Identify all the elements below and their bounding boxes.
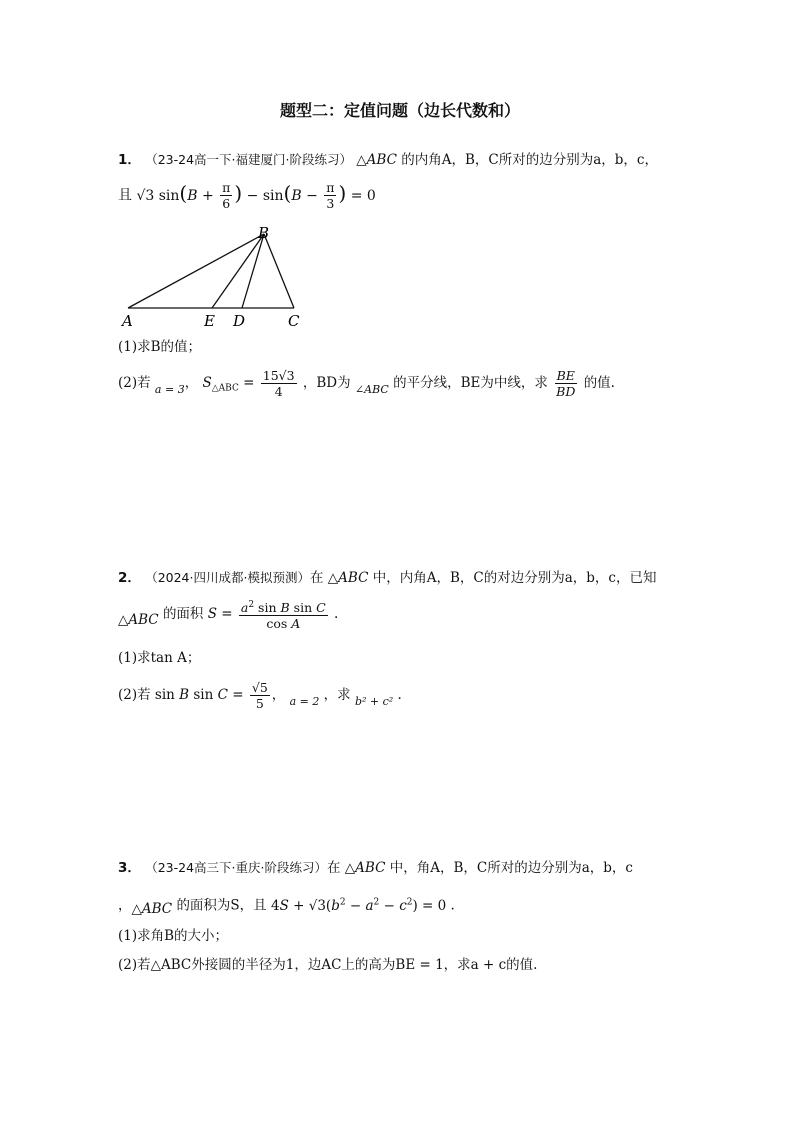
- label-E: E: [204, 312, 215, 330]
- problem-2-line-2: △ABC 的面积 S = $\frac{a^2 \sin B \sin C}{\text{cos A}}$ .: [118, 600, 339, 632]
- problem-1-q2-mid: ，BD为: [302, 375, 351, 391]
- problem-1-prefix: 且: [118, 187, 132, 204]
- problem-3-line-1-text: 中，角A，B，C所对的边分别为a，b，c: [389, 860, 633, 876]
- problem-1-question-2: (2)若 $_{a = 3}$， $S_{\triangle ABC}$ = $\frac{15√3}{4}$ ，BD为 $_{\angle ABC}$ 的平分线，BE为中线，求 $\frac{BE}{BD}$ 的值.: [118, 368, 615, 399]
- label-C: C: [288, 312, 300, 330]
- problem-2-q2-a: a = 2: [289, 695, 320, 708]
- segment-BD: [242, 234, 264, 308]
- problem-2-question-1: (1)求tan A；: [118, 650, 201, 666]
- problem-2-line-1: 2． （2024·四川成都·模拟预测）在 △ABC 中，内角A，B，C的对边分别为a，b，c，已知: [118, 570, 657, 586]
- problem-3-question-1: (1)求角B的大小；: [118, 928, 229, 944]
- label-B: B: [258, 224, 270, 242]
- problem-1-q2-prefix: (2)若: [118, 375, 151, 391]
- triangle-figure: [118, 222, 318, 334]
- segment-AB: [128, 234, 264, 308]
- problem-1-line-2: [118, 180, 376, 211]
- problem-3-triangle-2: △ABC: [131, 900, 173, 917]
- problem-1-q2-end: 的值.: [583, 375, 615, 391]
- problem-1-line-1: [118, 150, 658, 170]
- segment-BC: [264, 234, 294, 308]
- problem-3-source: （23-24高三下·重庆·阶段练习）: [145, 860, 327, 875]
- problem-3-condition: $4S + √3(b^2 - a^2 - c^2) = 0$: [270, 897, 447, 914]
- page-title: 题型二：定值问题（边长代数和）: [279, 101, 520, 120]
- problem-1-q2-angle: ∠ABC: [354, 383, 389, 396]
- problem-2-line-1-text: 中，内角A，B，C的对边分别为a，b，c，已知: [372, 570, 657, 586]
- problem-1-line-1-text: 的内角A，B，C所对的边分别为a，b，c，: [401, 152, 658, 168]
- problem-3-line-1: 3． （23-24高三下·重庆·阶段练习）在 △ABC 中，角A，B，C所对的边分别为a，b，c: [118, 860, 633, 876]
- problem-2-q2-cond: sin B sin C = $\frac{√5}{5}$: [154, 680, 268, 711]
- problem-2-triangle-2: △ABC: [118, 612, 159, 629]
- problem-1-q2-tail: 的平分线，BE为中线，求: [393, 375, 548, 391]
- problem-2-area-formula: S = $\frac{a^2 \sin B \sin C}{\text{cos A}}$: [207, 600, 326, 632]
- problem-1-source: （23-24高一下·福建厦门·阶段练习）: [145, 152, 352, 167]
- problem-2-q2-prefix: (2)若: [118, 687, 151, 703]
- problem-1-triangle: △ABC: [356, 152, 397, 168]
- problem-3-line-2: ，△ABC 的面积为S，且 $4S + √3(b^2 - a^2 - c^2) = 0$ .: [118, 897, 455, 917]
- problem-3-number: 3．: [118, 860, 141, 876]
- problem-1-q2-area: $S_{\triangle ABC}$ = $\frac{15√3}{4}$: [202, 368, 295, 399]
- problem-1-number: 1．: [118, 152, 141, 168]
- segment-BE: [212, 234, 264, 308]
- problem-3-question-2: (2)若△ABC外接圆的半径为1，边AC上的高为BE = 1，求a + c的值.: [118, 957, 538, 973]
- problem-1-q2-fraction: $\frac{BE}{BD}$: [556, 368, 576, 399]
- problem-1-condition: √3 sin(B + $\frac{\pi}{6}$ ) − sin(B − $\frac{\pi}{3}$ ) = 0: [136, 180, 376, 211]
- problem-2-number: 2．: [118, 570, 141, 586]
- label-A: A: [122, 312, 133, 330]
- problem-2-q2-target: b² + c²: [354, 695, 394, 708]
- problem-2-triangle: △ABC: [327, 570, 369, 586]
- problem-2-line-2-text: 的面积: [162, 606, 204, 623]
- problem-2-q2-tail: ，求: [323, 687, 351, 703]
- problem-1-question-1: (1)求B的值；: [118, 339, 202, 355]
- problem-1-q2-a: a = 3: [154, 383, 185, 396]
- problem-2-source: （2024·四川成都·模拟预测）: [145, 570, 310, 585]
- label-D: D: [233, 312, 246, 330]
- problem-3-triangle: △ABC: [344, 860, 386, 876]
- problem-2-question-2: (2)若 sin B sin C = $\frac{√5}{5}$ ， $_{a = 2}$ ，求 $_{b^2 + c^2}$ .: [118, 680, 402, 711]
- problem-3-line-2-text: 的面积为S，且: [176, 897, 267, 914]
